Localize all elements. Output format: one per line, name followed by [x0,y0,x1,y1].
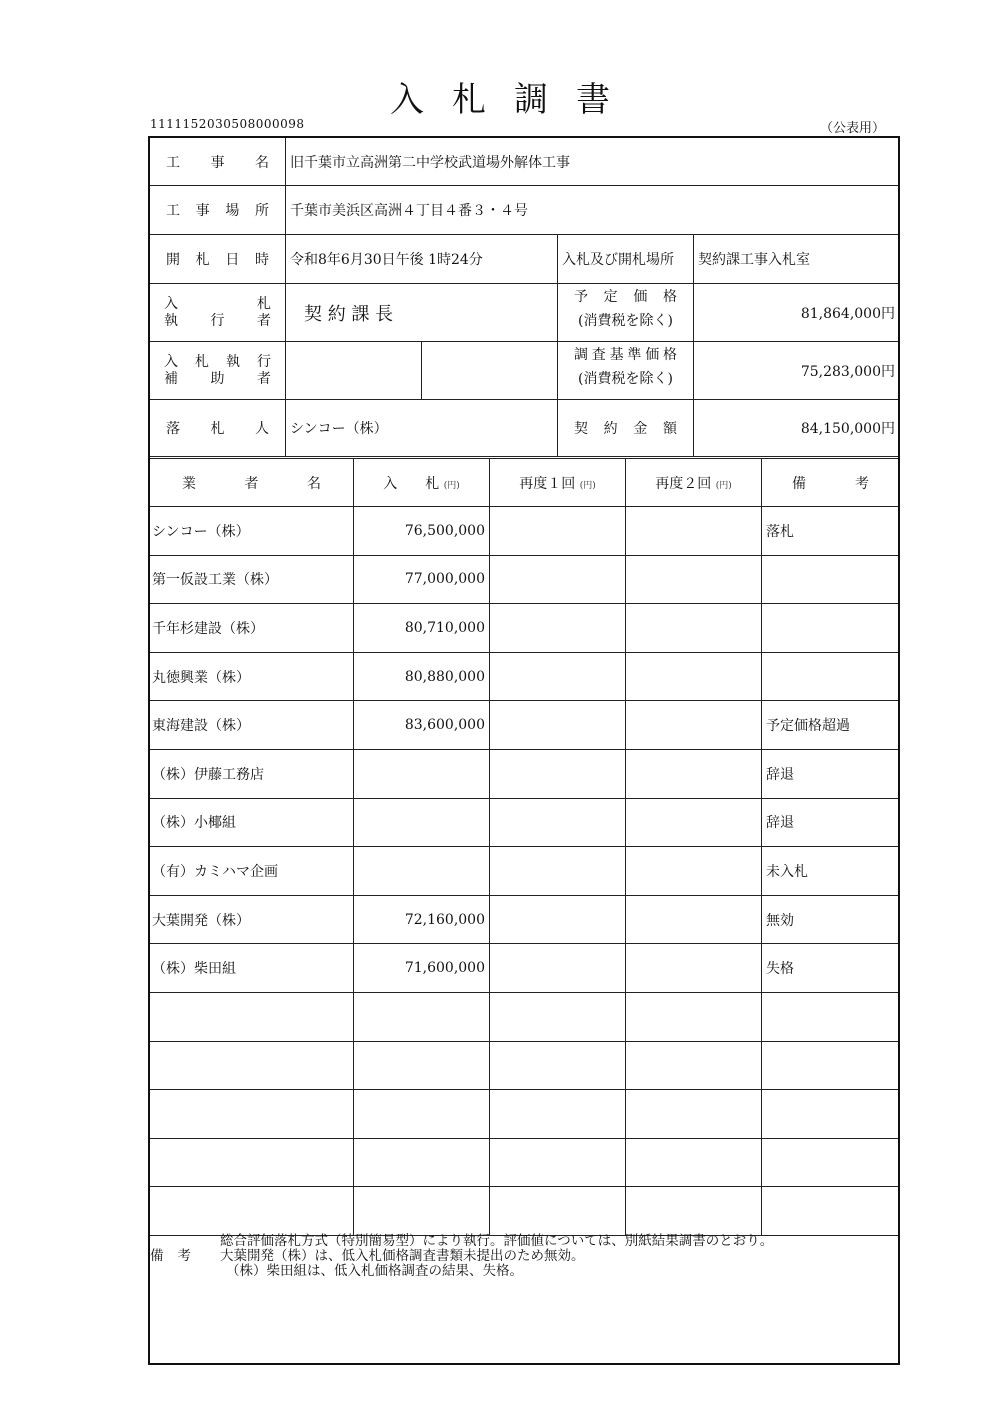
table-row [150,749,900,798]
assistant-1 [286,342,422,400]
rebid1-cell [490,1090,626,1139]
table-row [150,798,900,847]
planned-price: 81,864,000円 [694,284,900,342]
table-row [150,652,900,701]
rebid2-cell [626,701,762,750]
col-bid-header [354,459,490,507]
col-rebid2-label: 再度２回 [655,475,712,492]
remarks-cell: 無効 [762,895,900,944]
planned-price-label: 予 定 価 格 (消費税を除く) [558,284,694,342]
rebid2-cell [626,507,762,556]
bid-cell [354,1138,490,1187]
bid-cell: 80,880,000 [354,652,490,701]
project-name: 旧千葉市立高洲第二中学校武道場外解体工事 [286,138,900,186]
table-row [150,701,900,750]
remarks-cell: 辞退 [762,749,900,798]
remarks-cell: 落札 [762,507,900,556]
company-cell: （株）小椰組 [150,798,354,847]
rebid1-cell [490,749,626,798]
rebid2-cell [626,555,762,604]
col-bid-label: 入 札 [383,475,440,492]
table-row [150,895,900,944]
bid-cell [354,1090,490,1139]
rebid1-cell [490,701,626,750]
table-row [150,555,900,604]
rebid1-cell [490,604,626,653]
executor-value: 契 約 課 長 [286,284,558,342]
company-cell [150,1187,354,1236]
remarks-cell [762,992,900,1041]
remarks-line-1: 総合評価落札方式（特別簡易型）により執行。評価値については、別紙結果調書のとおり。 [220,1233,774,1249]
company-cell [150,1138,354,1187]
col-bid-unit: (円) [443,480,460,491]
table-row [150,1187,900,1236]
planned-price-note: (消費税を除く) [578,313,673,329]
site-value: 千葉市美浜区高洲４丁目４番３・４号 [286,186,900,235]
table-row [150,604,900,653]
remarks-cell [762,1187,900,1236]
winner-label: 落 札 人 [150,400,286,457]
document-number: 1111152030508000098 [150,117,305,131]
survey-price-note: (消費税を除く) [578,371,673,387]
rebid1-cell [490,798,626,847]
rebid1-cell [490,555,626,604]
bid-cell [354,847,490,896]
remarks-cell [762,1041,900,1090]
table-row [150,1138,900,1187]
rebid2-cell [626,798,762,847]
winner-value: シンコー（株） [286,400,558,457]
col-rebid2-unit: (円) [715,480,732,491]
company-cell [150,1041,354,1090]
remarks-cell: 失格 [762,944,900,993]
company-cell: シンコー（株） [150,507,354,556]
bid-cell: 83,600,000 [354,701,490,750]
remarks-label: 備考 [150,1248,205,1264]
remarks-section [150,1234,898,1279]
remarks-cell: 辞退 [762,798,900,847]
company-cell: 第一仮設工業（株） [150,555,354,604]
project-name-label: 工 事 名 [150,138,286,186]
bid-cell [354,992,490,1041]
rebid2-cell [626,749,762,798]
col-rebid2-header [626,459,762,507]
bids-table [149,458,900,1236]
col-rebid1-label: 再度１回 [519,475,576,492]
company-cell: 大葉開発（株） [150,895,354,944]
company-cell [150,992,354,1041]
company-cell: 東海建設（株） [150,701,354,750]
remarks-line-3: （株）柴田組は、低入札価格調査の結果、失格。 [226,1263,523,1279]
company-cell: 千年杉建設（株） [150,604,354,653]
rebid2-cell [626,992,762,1041]
rebid2-cell [626,847,762,896]
rebid2-cell [626,1138,762,1187]
bid-cell [354,1041,490,1090]
col-remarks-header: 備 考 [762,459,900,507]
remarks-cell [762,1090,900,1139]
bid-cell: 72,160,000 [354,895,490,944]
assistant-label: 入 札 執 行 補 助 者 [150,342,286,400]
rebid2-cell [626,944,762,993]
bid-cell [354,798,490,847]
rebid1-cell [490,895,626,944]
company-cell: （有）カミハマ企画 [150,847,354,896]
rebid2-cell [626,1041,762,1090]
remarks-cell: 未入札 [762,847,900,896]
table-row [150,992,900,1041]
remarks-cell [762,555,900,604]
table-row [150,847,900,896]
opening-datetime: 令和8年6月30日午後 1時24分 [286,235,558,284]
remarks-cell: 予定価格超過 [762,701,900,750]
executor-label: 入 札 執 行 者 [150,284,286,342]
rebid1-cell [490,944,626,993]
col-rebid1-unit: (円) [579,480,596,491]
table-row [150,507,900,556]
site-label: 工 事 場 所 [150,186,286,235]
bid-cell: 71,600,000 [354,944,490,993]
col-rebid1-header [490,459,626,507]
place-value: 契約課工事入札室 [694,235,900,284]
rebid1-cell [490,1041,626,1090]
contract-amount: 84,150,000円 [694,400,900,457]
place-label: 入札及び開札場所 [558,235,694,284]
company-cell [150,1090,354,1139]
rebid1-cell [490,507,626,556]
assistant-2 [422,342,558,400]
remarks-cell [762,604,900,653]
header-table [149,137,900,457]
bid-cell: 80,710,000 [354,604,490,653]
rebid1-cell [490,1187,626,1236]
bid-cell: 77,000,000 [354,555,490,604]
rebid2-cell [626,604,762,653]
rebid1-cell [490,992,626,1041]
rebid2-cell [626,1187,762,1236]
rebid2-cell [626,1090,762,1139]
bid-cell [354,749,490,798]
contract-amount-label: 契 約 金 額 [558,400,694,457]
company-cell: 丸徳興業（株） [150,652,354,701]
remarks-cell [762,1138,900,1187]
remarks-cell [762,652,900,701]
rebid1-cell [490,1138,626,1187]
survey-price-label: 調 査 基 準 価 格 (消費税を除く) [558,342,694,400]
bids-header-row [150,459,900,507]
rebid2-cell [626,652,762,701]
table-row [150,1041,900,1090]
col-company-header: 業 者 名 [150,459,354,507]
company-cell: （株）伊藤工務店 [150,749,354,798]
rebid1-cell [490,652,626,701]
survey-price: 75,283,000円 [694,342,900,400]
rebid2-cell [626,895,762,944]
document-title: 入札調書 [390,80,638,120]
company-cell: （株）柴田組 [150,944,354,993]
bid-cell: 76,500,000 [354,507,490,556]
bid-cell [354,1187,490,1236]
rebid1-cell [490,847,626,896]
table-row [150,1090,900,1139]
opening-datetime-label: 開 札 日 時 [150,235,286,284]
table-row [150,944,900,993]
remarks-line-2: 大葉開発（株）は、低入札価格調査書類未提出のため無効。 [220,1248,585,1264]
public-label: （公表用） [819,121,885,136]
